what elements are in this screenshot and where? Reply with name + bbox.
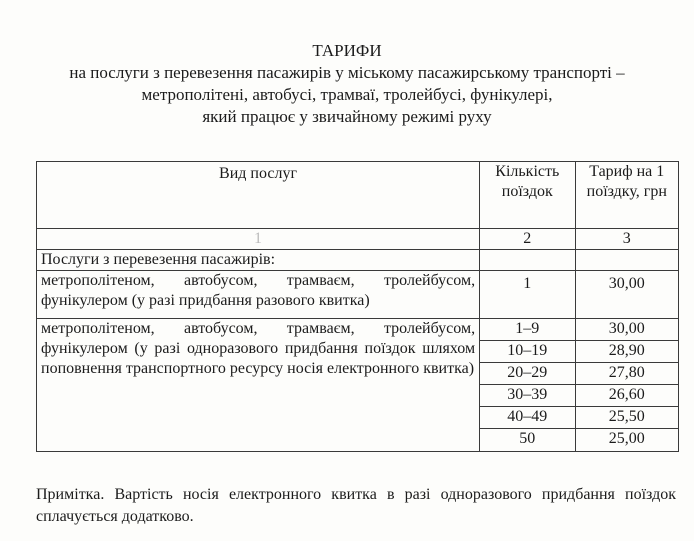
group-title: Послуги з перевезення пасажирів: [37, 250, 480, 271]
group-title-row [37, 250, 679, 271]
header-trips: Кількість поїздок [480, 162, 575, 229]
footnote: Примітка. Вартість носія електронного квитка в разі одноразового придбання поїздок сплачується додатково. [36, 486, 676, 525]
tariff-cell: 25,00 [575, 429, 679, 452]
trips-cell: 1–9 [480, 319, 575, 341]
title-line-2: метрополітені, автобусі, трамваї, тролейбусі, фунікулері, [141, 85, 553, 104]
single-ticket-tariff: 30,00 [575, 271, 679, 319]
single-ticket-trips: 1 [480, 271, 575, 319]
title-line-3: який працює у звичайному режимі руху [202, 107, 492, 126]
tariff-cell: 28,90 [575, 341, 679, 363]
column-number-row [37, 229, 679, 250]
electronic-ticket-description: метрополітеном, автобусом, трамваєм, тролейбусом, фунікулером (у разі одноразового придбання поїздок шляхом поповнення транспортного ресурсу носія електронного квитка) [37, 319, 480, 452]
header-service: Вид послуг [37, 162, 480, 229]
trips-cell: 50 [480, 429, 575, 452]
tariff-cell: 27,80 [575, 363, 679, 385]
tariff-cell: 30,00 [575, 319, 679, 341]
column-number-1: 1 [37, 229, 480, 250]
trips-cell: 40–49 [480, 407, 575, 429]
tariff-table [36, 161, 679, 452]
trips-cell: 20–29 [480, 363, 575, 385]
trips-cell: 30–39 [480, 385, 575, 407]
title-line-1: на послуги з перевезення пасажирів у міському пасажирському транспорті – [69, 63, 625, 82]
tariff-cell: 26,60 [575, 385, 679, 407]
table-row [37, 319, 679, 341]
table-header-row [37, 162, 679, 229]
column-number-2: 2 [480, 229, 575, 250]
trips-cell: 10–19 [480, 341, 575, 363]
document-title: ТАРИФИ [312, 41, 382, 60]
tariff-cell: 25,50 [575, 407, 679, 429]
single-ticket-description: метрополітеном, автобусом, трамваєм, тролейбусом, фунікулером (у разі придбання разового квитка) [37, 271, 480, 319]
header-tariff: Тариф на 1 поїздку, грн [575, 162, 679, 229]
table-row [37, 271, 679, 319]
column-number-3: 3 [575, 229, 679, 250]
